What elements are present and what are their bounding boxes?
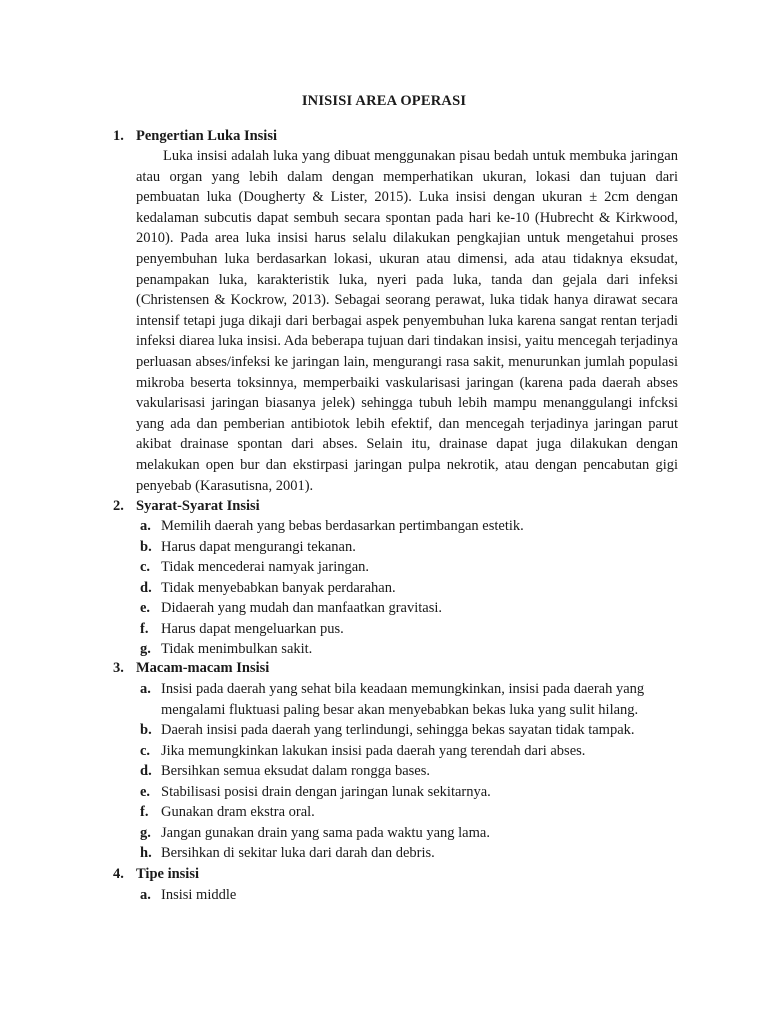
item-text: Harus dapat mengeluarkan pus.	[161, 620, 344, 637]
list-item	[136, 598, 681, 619]
list-item	[136, 761, 681, 782]
list-item	[136, 802, 681, 823]
section-heading-macam	[113, 658, 269, 678]
list-item	[136, 557, 681, 578]
item-letter: g.	[140, 641, 151, 657]
item-text: Bersihkan di sekitar luka dari darah dan debris.	[161, 845, 435, 861]
item-text: Insisi pada daerah yang sehat bila keadaan memungkinkan, insisi pada daerah yang mengalami fluktuasi paling besar akan menyebabkan bekas luka yang sulit hilang.	[161, 681, 645, 718]
macam-list	[136, 679, 681, 864]
list-item	[136, 741, 681, 762]
item-text: Insisi middle	[161, 887, 237, 903]
section-number: 3.	[113, 660, 124, 676]
item-letter: b.	[140, 538, 152, 555]
section-number: 2.	[113, 498, 124, 514]
section-number: 4.	[113, 866, 124, 882]
item-text: Daerah insisi pada daerah yang terlindungi, sehingga bekas sayatan tidak tampak.	[161, 722, 635, 738]
list-item	[136, 537, 681, 558]
section-number: 1.	[113, 128, 124, 144]
item-text: Tidak menyebabkan banyak perdarahan.	[161, 579, 396, 596]
item-text: Didaerah yang mudah dan manfaatkan gravitasi.	[161, 600, 443, 616]
item-text: Gunakan dram ekstra oral.	[161, 804, 315, 820]
section-title: Tipe insisi	[136, 866, 199, 882]
item-text: Jangan gunakan drain yang sama pada waktu yang lama.	[161, 824, 490, 841]
item-letter: a.	[140, 887, 151, 903]
section-title: Pengertian Luka Insisi	[136, 128, 277, 144]
list-item	[136, 782, 681, 803]
list-item	[136, 639, 681, 660]
item-letter: d.	[140, 579, 152, 596]
item-letter: e.	[140, 600, 151, 616]
item-text: Jika memungkinkan lakukan insisi pada daerah yang terendah dari abses.	[161, 742, 586, 759]
item-text: Tidak menimbulkan sakit.	[161, 641, 313, 657]
item-letter: e.	[140, 783, 151, 800]
item-letter: a.	[140, 518, 151, 534]
item-letter: f.	[140, 804, 149, 820]
item-letter: c.	[140, 559, 151, 575]
item-letter: h.	[140, 845, 152, 861]
list-item	[136, 720, 681, 741]
item-letter: d.	[140, 763, 152, 779]
section-heading-pengertian	[113, 126, 277, 146]
list-item	[136, 843, 681, 864]
list-item	[136, 619, 681, 640]
item-letter: b.	[140, 722, 152, 738]
section-title: Syarat-Syarat Insisi	[136, 498, 260, 514]
item-text: Tidak mencederai namyak jaringan.	[161, 559, 370, 575]
list-item	[136, 516, 681, 537]
item-letter: a.	[140, 681, 151, 697]
section-heading-syarat	[113, 496, 260, 516]
list-item	[136, 823, 681, 844]
list-item	[136, 885, 681, 906]
section-title: Macam-macam Insisi	[136, 660, 270, 676]
item-letter: f.	[140, 620, 149, 637]
section-heading-tipe	[113, 864, 199, 884]
document-title: INISISI AREA OPERASI	[301, 93, 467, 109]
item-text: Memilih daerah yang bebas berdasarkan pertimbangan estetik.	[161, 518, 524, 534]
section-paragraph: Luka insisi adalah luka yang dibuat menggunakan pisau bedah untuk membuka jaringan atau organ yang lebih dalam dengan memperhatikan ukuran, lokasi dan tujuan dari pembuatan luka (Dougherty & Lister, 2015). Luka insisi dengan ukuran ± 2cm dengan kedalaman subcutis dapat sembuh secara spontan pada hari ke-10 (Hubrecht & Kirkwood, 2010). Pada area luka insisi harus selalu dilakukan pengkajian untuk mengetahui proses penyembuhan luka berdasarkan lokasi, ukuran atau dimensi, ada atau tidaknya eksudat, penampakan luka, karakteristik luka, nyeri pada luka, tanda dan gejala dari infeksi (Christensen & Kockrow, 2013). Sebagai seorang perawat, luka tidak hanya dirawat secara intensif tetapi juga dikaji dari berbagai aspek penyembuhan luka karena sangat rentan terjadi infeksi diarea luka insisi. Ada beberapa tujuan dari tindakan insisi, yaitu mencegah terjadinya perluasan abses/infeksi ke jaringan lain, mengurangi rasa sakit, menurunkan jumlah populasi mikroba beserta toksinnya, memperbaiki vaskularisasi jaringan (karena pada daerah abses vakularisasi jaringan biasanya jelek) sehingga tubuh lebih mampu menanggulangi infcksi yang ada dan pemberian antibiotok lebih efektif, dan mencegah terjadinya jaringan parut akibat drainase spontan dari abses. Selain itu, drainase dapat juga dilakukan dengan melakukan open bur dan ekstirpasi jaringan pulpa nekrotik, atau dengan pencabutan gigi penyebab (Karasutisna, 2001).	[136, 148, 678, 494]
item-text: Harus dapat mengurangi tekanan.	[161, 538, 356, 555]
item-letter: g.	[140, 824, 151, 841]
item-text: Bersihkan semua eksudat dalam rongga bases.	[161, 763, 430, 779]
syarat-list	[136, 516, 681, 660]
list-item	[136, 679, 681, 720]
item-text: Stabilisasi posisi drain dengan jaringan lunak sekitarnya.	[161, 783, 491, 800]
tipe-list	[136, 885, 681, 906]
list-item	[136, 578, 681, 599]
item-letter: c.	[140, 742, 151, 759]
